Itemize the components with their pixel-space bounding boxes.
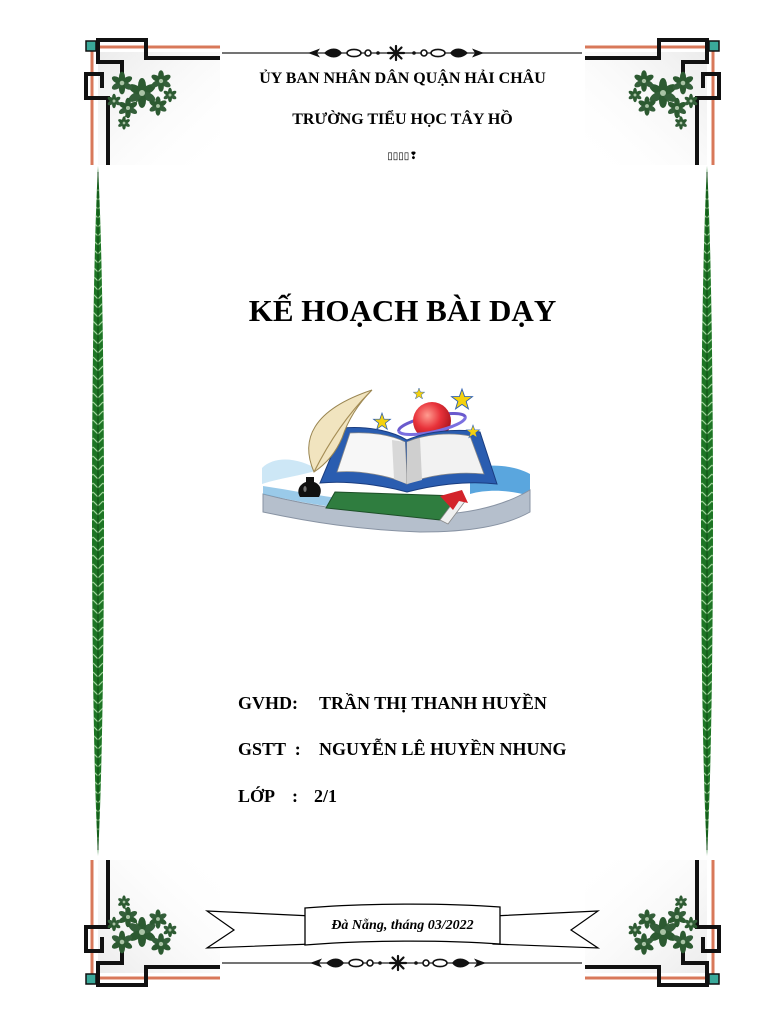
inkwell-icon (298, 477, 320, 497)
place-and-date: Đà Nẵng, tháng 03/2022 (331, 918, 474, 933)
student-teacher-name: NGUYỄN LÊ HUYỀN NHUNG (319, 739, 567, 759)
corner-ornament-top-left (86, 40, 220, 165)
ribbon-tail-left (207, 911, 312, 948)
ornament-line-top (222, 46, 582, 60)
supervisor-name: TRẦN THỊ THANH HUYỀN (319, 693, 547, 713)
class-label: LỚP : (238, 786, 299, 806)
corner-ornament-bottom-right (585, 860, 719, 985)
open-book-icon (320, 428, 497, 493)
vine-border-left (92, 166, 104, 856)
document-title: KẾ HOẠCH BÀI DẠY (248, 293, 557, 328)
divider-ornament: ▯▯▯▯❢ (387, 151, 418, 162)
supervisor-row (238, 691, 618, 715)
class-value: 2/1 (314, 786, 338, 806)
open-book-clipart-icon (255, 380, 540, 540)
supervisor-label: GVHD: (238, 693, 298, 713)
student-teacher-row (238, 737, 618, 761)
ribbon-tail-right (493, 911, 598, 948)
student-teacher-label: GSTT : (238, 739, 301, 759)
class-row (238, 784, 618, 808)
district-committee-heading: ỦY BAN NHÂN DÂN QUẬN HẢI CHÂU (259, 70, 546, 87)
ornament-line-bottom (222, 956, 582, 970)
school-name: TRƯỜNG TIỂU HỌC TÂY HỒ (292, 111, 513, 128)
corner-ornament-top-right (585, 40, 719, 165)
vine-border-right (701, 166, 713, 856)
